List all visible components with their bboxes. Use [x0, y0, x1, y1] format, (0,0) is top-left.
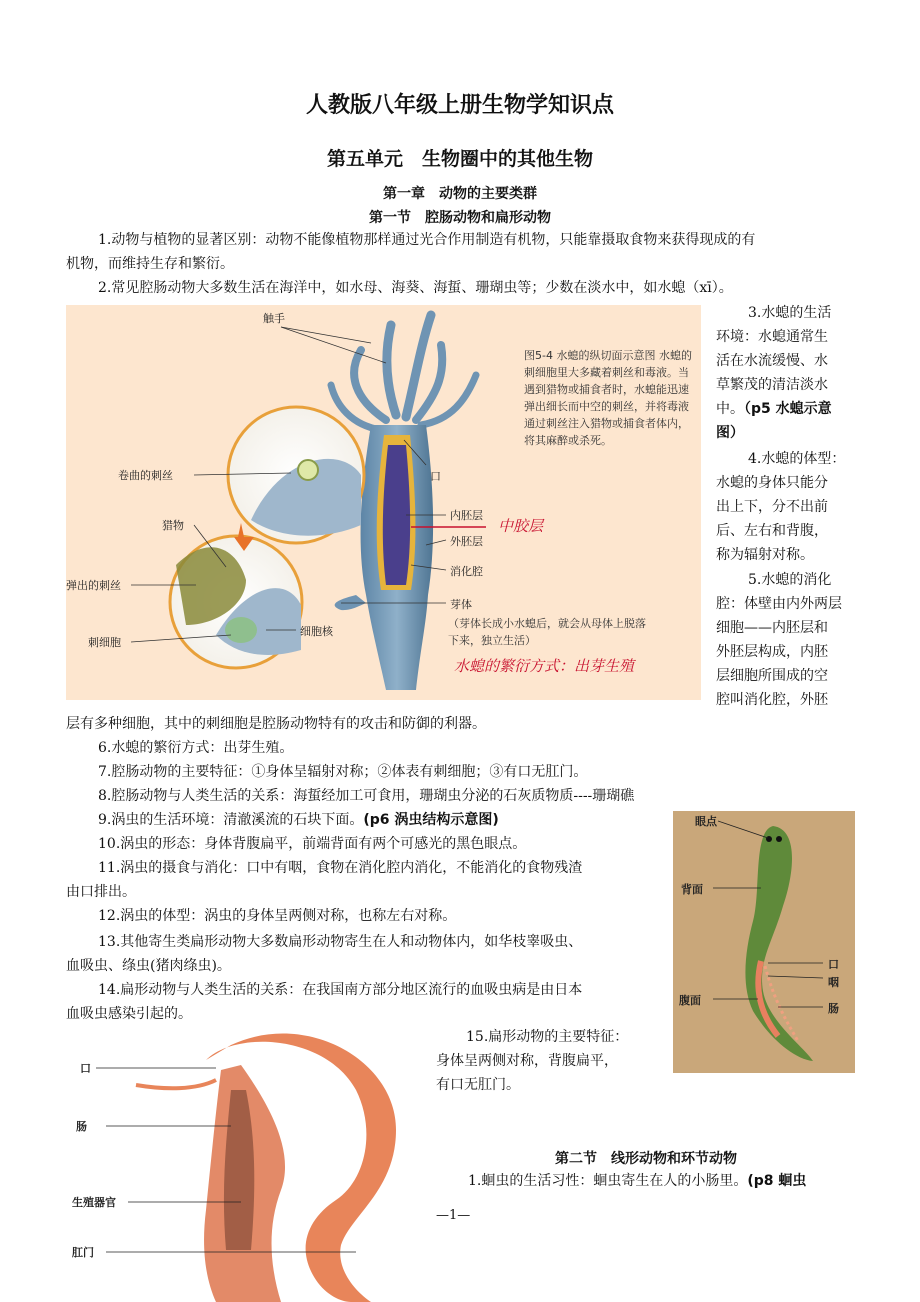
para-5-l4: 外胚层构成，内胚 — [716, 644, 828, 660]
roundworm-illustration — [66, 1030, 426, 1302]
chapter-title: 第一章 动物的主要类群 — [383, 186, 537, 202]
label-roundworm-mouth: 口 — [80, 1062, 91, 1075]
label-dorsal: 背面 — [681, 883, 703, 896]
label-pharynx: 咽 — [828, 976, 839, 989]
para-3-l4: 草繁茂的清洁淡水 — [716, 377, 828, 393]
para-12: 12.涡虫的体型：涡虫的身体呈两侧对称，也称左右对称。 — [98, 908, 457, 924]
document-title: 人教版八年级上册生物学知识点 — [305, 93, 614, 118]
section2-para-1: 1.蛔虫的生活习性：蛔虫寄生在人的小肠里。(p8 蛔虫 — [468, 1173, 807, 1189]
label-ectoderm: 外胚层 — [450, 535, 483, 548]
para-14-cont: 血吸虫感染引起的。 — [66, 1006, 192, 1022]
para-13: 13.其他寄生类扁形动物大多数扁形动物寄生在人和动物体内，如华枝睾吸虫、 — [98, 934, 583, 950]
label-bud: 芽体 — [450, 598, 472, 611]
section-title-1: 第一节 腔肠动物和扁形动物 — [369, 210, 551, 226]
label-gonad: 生殖器官 — [72, 1196, 116, 1209]
para-9: 9.涡虫的生活环境：清澈溪流的石块下面。(p6 涡虫结构示意图) — [98, 812, 499, 828]
para-14: 14.扁形动物与人类生活的关系：在我国南方部分地区流行的血吸虫病是由日本 — [98, 982, 583, 998]
para-1-cont: 机物，而维持生存和繁衍。 — [66, 256, 234, 272]
para-15-l3: 有口无肛门。 — [436, 1077, 520, 1093]
page-number: —1— — [436, 1208, 471, 1223]
label-anus: 肛门 — [72, 1246, 94, 1259]
para-15: 15.扁形动物的主要特征： — [466, 1029, 629, 1045]
label-ejected-thread: 弹出的刺丝 — [66, 579, 121, 592]
para-4-l4: 后、左右和背腹， — [716, 523, 828, 539]
para-5-l3: 细胞——内胚层和 — [716, 620, 828, 636]
label-nucleus: 细胞核 — [300, 625, 333, 638]
label-ventral: 腹面 — [679, 994, 701, 1007]
para-7: 7.腔肠动物的主要特征：①身体呈辐射对称；②体表有刺细胞；③有口无肛门。 — [98, 764, 588, 780]
para-3: 3.水螅的生活 — [748, 305, 832, 321]
para-3-l2: 环境：水螅通常生 — [716, 329, 828, 345]
para-3-l6: 图） — [716, 425, 744, 441]
para-5-l5: 层细胞所围成的空 — [716, 668, 828, 684]
label-cnidocyte: 刺细胞 — [88, 636, 121, 649]
label-roundworm-gut: 肠 — [76, 1120, 87, 1133]
bud-note: （芽体长成小水螅后，就会从母体上脱落下来，独立生活） — [448, 617, 646, 647]
para-4: 4.水螅的体型： — [748, 451, 846, 467]
para-6: 6.水螅的繁衍方式：出芽生殖。 — [98, 740, 294, 756]
para-3-l5: 中。（p5 水螅示意 — [716, 401, 832, 417]
para-4-l5: 称为辐射对称。 — [716, 547, 814, 563]
para-5-l2: 腔：体壁由内外两层 — [716, 596, 842, 612]
unit-title: 第五单元 生物圈中的其他生物 — [326, 148, 593, 170]
para-10: 10.涡虫的形态：身体背腹扁平，前端背面有两个可感光的黑色眼点。 — [98, 836, 527, 852]
para-15-l2: 身体呈两侧对称，背腹扁平， — [436, 1053, 618, 1069]
roundworm-figure — [66, 1030, 426, 1302]
section-title-2: 第二节 线形动物和环节动物 — [555, 1151, 737, 1167]
hydra-caption: 图5-4 水螅的纵切面示意图 水螅的刺细胞里大多藏着刺丝和毒液。当遇到猎物或捕食者时，水螅能迅速弹出细长而中空的刺丝，并将毒液通过刺丝注入猎物或捕食者体内，将其麻醉或杀死。 — [524, 349, 692, 447]
para-5-cont: 层有多种细胞，其中的刺细胞是腔肠动物特有的攻击和防御的利器。 — [66, 716, 486, 732]
para-2: 2.常见腔肠动物大多数生活在海洋中，如水母、海葵、海蜇、珊瑚虫等；少数在淡水中，如水螅（xī）。 — [98, 280, 733, 296]
label-coiled-thread: 卷曲的刺丝 — [118, 469, 173, 482]
label-endoderm: 内胚层 — [450, 509, 483, 522]
label-eyespot: 眼点 — [695, 815, 717, 828]
para-5-l6: 腔叫消化腔，外胚 — [716, 692, 828, 708]
para-11: 11.涡虫的摄食与消化：口中有咽，食物在消化腔内消化，不能消化的食物残渣 — [98, 860, 583, 876]
label-prey: 猎物 — [162, 519, 184, 532]
para-8: 8.腔肠动物与人类生活的关系：海蜇经加工可食用，珊瑚虫分泌的石灰质物质----珊瑚礁 — [98, 788, 635, 804]
para-5: 5.水螅的消化 — [748, 572, 832, 588]
para-11-cont: 由口排出。 — [66, 884, 136, 900]
planaria-illustration — [673, 811, 855, 1073]
hydra-figure — [66, 305, 701, 700]
label-tentacle: 触手 — [263, 312, 285, 325]
para-3-l3: 活在水流缓慢、水 — [716, 353, 828, 369]
label-planaria-mouth: 口 — [828, 958, 839, 971]
label-mouth: 口 — [430, 470, 441, 483]
para-13-cont: 血吸虫、绦虫(猪肉绦虫)。 — [66, 958, 231, 974]
handwritten-mesoglea: 中胶层 — [498, 517, 544, 535]
planaria-figure — [673, 811, 855, 1073]
handwritten-reproduction: 水螅的繁衍方式：出芽生殖 — [454, 657, 635, 675]
label-digestive-cavity: 消化腔 — [450, 565, 483, 578]
label-gut: 肠 — [828, 1002, 839, 1015]
para-4-l2: 水螅的身体只能分 — [716, 475, 828, 491]
para-1: 1.动物与植物的显著区别：动物不能像植物那样通过光合作用制造有机物，只能靠摄取食物来获得现成的有 — [98, 232, 756, 248]
para-4-l3: 出上下，分不出前 — [716, 499, 828, 515]
